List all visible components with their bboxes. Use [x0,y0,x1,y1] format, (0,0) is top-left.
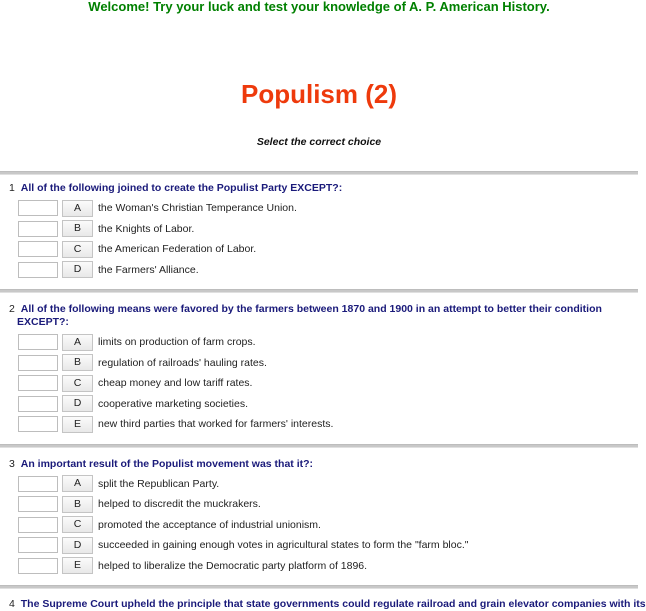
answer-input[interactable] [18,200,58,216]
question-1 [9,182,634,280]
question-stem-continued: EXCEPT?: [17,316,69,328]
choice-e [18,556,634,577]
choice-list [18,332,634,435]
divider [0,444,638,448]
choice-text: helped to discredit the muckrakers. [98,498,261,511]
choice-button-a[interactable]: A [62,200,93,217]
choice-text: split the Republican Party. [98,477,220,490]
answer-input[interactable] [18,558,58,574]
choice-button-d[interactable]: D [62,537,93,554]
choice-button-e[interactable]: E [62,416,93,433]
choice-button-a[interactable]: A [62,475,93,492]
answer-input[interactable] [18,396,58,412]
choice-text: helped to liberalize the Democratic party platform of 1896. [98,559,368,572]
choice-button-d[interactable]: D [62,261,93,278]
question-4 [9,598,646,611]
choice-e [18,414,634,435]
choice-b [18,219,634,240]
answer-input[interactable] [18,537,58,553]
question-number: 1 [9,182,15,194]
choice-d [18,394,634,415]
question-stem: All of the following joined to create the Populist Party EXCEPT?: [20,182,343,194]
choice-button-b[interactable]: B [62,496,93,513]
answer-input[interactable] [18,375,58,391]
answer-input[interactable] [18,221,58,237]
choice-a [18,332,634,353]
divider [0,585,638,589]
choice-text: cooperative marketing societies. [98,397,248,410]
choice-list [18,474,634,577]
answer-input[interactable] [18,476,58,492]
answer-input[interactable] [18,334,58,350]
instruction-text: Select the correct choice [256,136,382,148]
choice-button-a[interactable]: A [62,334,93,351]
choice-button-c[interactable]: C [62,241,93,258]
choice-b [18,353,634,374]
answer-input[interactable] [18,496,58,512]
question-number: 2 [9,303,15,315]
choice-button-c[interactable]: C [62,375,93,392]
question-3 [9,458,634,577]
choice-b [18,494,634,515]
divider [0,289,638,293]
choice-button-b[interactable]: B [62,220,93,237]
choice-a [18,198,634,219]
question-stem: All of the following means were favored by the farmers between 1870 and 1900 in an attempt to better their condition [20,303,602,315]
choice-d [18,535,634,556]
question-text [9,303,634,316]
choice-c [18,239,634,260]
answer-input[interactable] [18,416,58,432]
choice-button-b[interactable]: B [62,354,93,371]
question-text [9,458,634,471]
answer-input[interactable] [18,355,58,371]
choice-button-d[interactable]: D [62,395,93,412]
choice-a [18,474,634,495]
answer-input[interactable] [18,241,58,257]
question-number: 3 [9,457,15,470]
choice-list [18,198,634,280]
choice-text: cheap money and low tariff rates. [98,377,253,390]
choice-text: the Knights of Labor. [98,222,195,235]
choice-button-c[interactable]: C [62,516,93,533]
divider [0,171,638,175]
choice-button-e[interactable]: E [62,557,93,574]
page-title: Populism (2) [240,79,397,109]
choice-text: succeeded in gaining enough votes in agricultural states to form the "farm bloc." [98,539,469,552]
question-text [9,598,646,611]
choice-text: regulation of railroads' hauling rates. [98,356,267,369]
choice-d [18,260,634,281]
choice-text: the American Federation of Labor. [98,243,257,256]
answer-input[interactable] [18,262,58,278]
question-2 [9,303,634,435]
question-stem: An important result of the Populist movement was that it?: [20,457,314,470]
choice-text: promoted the acceptance of industrial unionism. [98,518,321,531]
choice-text: the Farmers' Alliance. [98,263,199,276]
question-text [9,182,634,195]
quiz-questions [0,171,646,611]
choice-text: limits on production of farm crops. [98,336,256,349]
choice-c [18,373,634,394]
choice-c [18,515,634,536]
question-stem: The Supreme Court upheld the principle that state governments could regulate railroad and grain elevator companies with its [20,598,646,610]
choice-text: the Woman's Christian Temperance Union. [98,202,297,215]
question-number: 4 [9,598,15,610]
answer-input[interactable] [18,517,58,533]
choice-text: new third parties that worked for farmers' interests. [98,418,334,431]
welcome-banner: Welcome! Try your luck and test your knowledge of A. P. American History. [88,0,550,14]
